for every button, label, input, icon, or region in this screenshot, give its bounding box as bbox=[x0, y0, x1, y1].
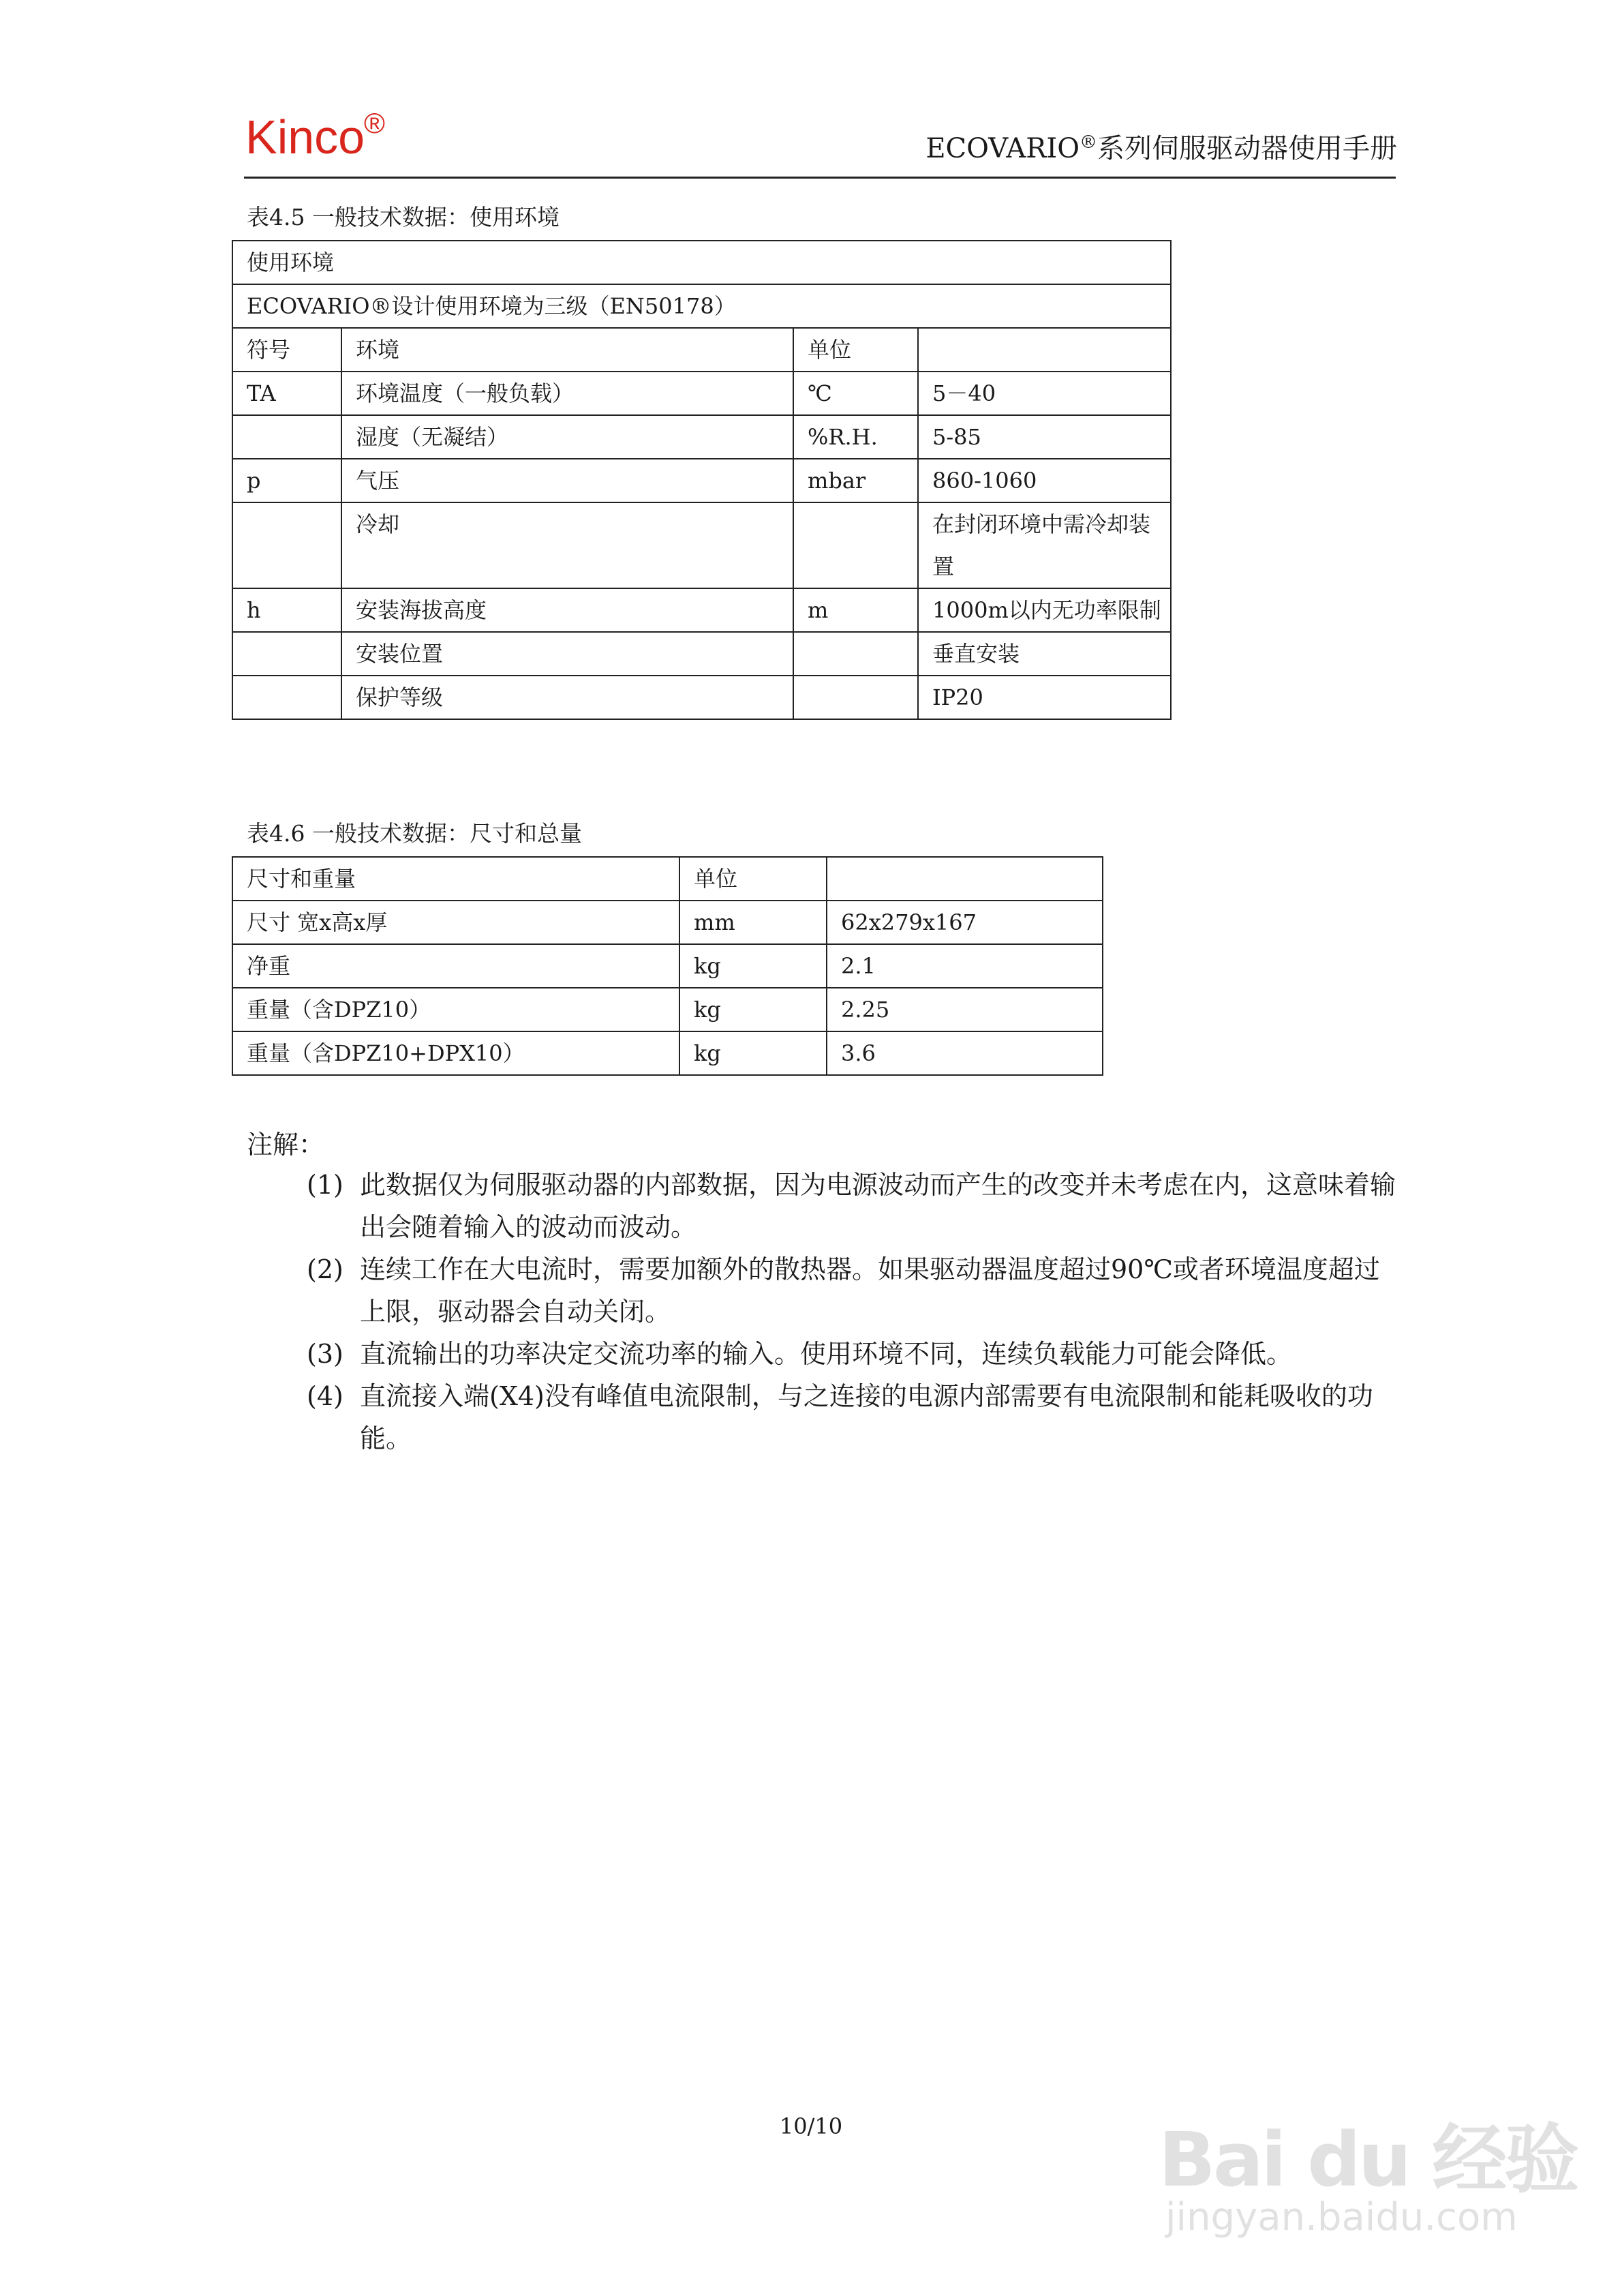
cell: p bbox=[232, 459, 341, 502]
cell: 冷却 bbox=[341, 502, 793, 588]
table-header-row bbox=[232, 857, 1103, 901]
note-item bbox=[307, 1333, 1397, 1375]
cell bbox=[232, 676, 341, 719]
header-rule bbox=[244, 177, 1396, 179]
table-row bbox=[232, 944, 1103, 988]
table-row bbox=[232, 415, 1171, 459]
environment-table bbox=[232, 240, 1172, 720]
note-text: 直流接入端(X4)没有峰值电流限制，与之连接的电源内部需要有电流限制和能耗吸收的功能。 bbox=[360, 1381, 1373, 1453]
table-row bbox=[232, 502, 1171, 588]
cell: 垂直安装 bbox=[918, 632, 1171, 676]
note-number: (3) bbox=[307, 1339, 343, 1369]
table-row bbox=[232, 901, 1103, 944]
header-cell bbox=[827, 857, 1103, 901]
table1-caption: 表4.5 一般技术数据：使用环境 bbox=[247, 204, 560, 230]
cell: 重量（含DPZ10+DPX10） bbox=[232, 1031, 679, 1075]
cell: 5－40 bbox=[918, 372, 1171, 415]
cell: 重量（含DPZ10） bbox=[232, 988, 679, 1031]
cell bbox=[793, 502, 918, 588]
cell: 净重 bbox=[232, 944, 679, 988]
cell: %R.H. bbox=[793, 415, 918, 459]
watermark-brand: Bai du 经验 bbox=[1159, 2116, 1577, 2203]
baidu-jingyan-watermark bbox=[1145, 2059, 1577, 2263]
cell: m bbox=[793, 588, 918, 632]
cell: 环境温度（一般负载） bbox=[341, 372, 793, 415]
header-cell: 单位 bbox=[793, 328, 918, 372]
cell: 860-1060 bbox=[918, 459, 1171, 502]
cell: 湿度（无凝结） bbox=[341, 415, 793, 459]
cell bbox=[232, 502, 341, 588]
table-row bbox=[232, 241, 1171, 284]
table-row bbox=[232, 284, 1171, 328]
watermark-url: jingyan.baidu.com bbox=[1165, 2195, 1518, 2239]
cell: 2.1 bbox=[827, 944, 1103, 988]
table2-caption: 表4.6 一般技术数据：尺寸和总量 bbox=[247, 820, 582, 847]
cell: 气压 bbox=[341, 459, 793, 502]
table-row bbox=[232, 988, 1103, 1031]
note-text: 连续工作在大电流时，需要加额外的散热器。如果驱动器温度超过90℃或者环境温度超过上限，驱动器会自动关闭。 bbox=[360, 1254, 1380, 1327]
title-suffix: 系列伺服驱动器使用手册 bbox=[1097, 133, 1397, 164]
table-row bbox=[232, 1031, 1103, 1075]
cell: 2.25 bbox=[827, 988, 1103, 1031]
cell bbox=[232, 415, 341, 459]
table-row bbox=[232, 632, 1171, 676]
logo-registered-mark: ® bbox=[364, 107, 385, 139]
note-item bbox=[307, 1375, 1397, 1460]
note-number: (2) bbox=[307, 1254, 343, 1284]
note-item bbox=[307, 1248, 1397, 1333]
header-cell: 符号 bbox=[232, 328, 341, 372]
cell: 安装位置 bbox=[341, 632, 793, 676]
header-cell: 环境 bbox=[341, 328, 793, 372]
note-item bbox=[307, 1164, 1397, 1248]
cell: kg bbox=[679, 988, 827, 1031]
table1-subtitle: ECOVARIO®设计使用环境为三级（EN50178） bbox=[232, 284, 1171, 328]
title-prefix: ECOVARIO bbox=[925, 133, 1080, 164]
cell bbox=[793, 676, 918, 719]
cell: TA bbox=[232, 372, 341, 415]
cell: 在封闭环境中需冷却装置 bbox=[918, 502, 1171, 588]
page-number: 10/10 bbox=[779, 2113, 843, 2139]
header-cell: 单位 bbox=[679, 857, 827, 901]
cell: ℃ bbox=[793, 372, 918, 415]
cell: mbar bbox=[793, 459, 918, 502]
cell: kg bbox=[679, 944, 827, 988]
cell bbox=[232, 632, 341, 676]
cell: 5-85 bbox=[918, 415, 1171, 459]
table-row bbox=[232, 676, 1171, 719]
notes-title: 注解： bbox=[247, 1130, 325, 1160]
table-row bbox=[232, 372, 1171, 415]
title-registered-mark: ® bbox=[1080, 132, 1097, 153]
note-number: (1) bbox=[307, 1170, 343, 1200]
cell: 3.6 bbox=[827, 1031, 1103, 1075]
kinco-logo: Kinco bbox=[245, 110, 365, 164]
cell: 1000m以内无功率限制 bbox=[918, 588, 1171, 632]
table-row bbox=[232, 459, 1171, 502]
note-text: 直流输出的功率决定交流功率的输入。使用环境不同，连续负载能力可能会降低。 bbox=[360, 1339, 1293, 1369]
table-header-row bbox=[232, 328, 1171, 372]
table-row bbox=[232, 588, 1171, 632]
cell: 62x279x167 bbox=[827, 901, 1103, 944]
cell: mm bbox=[679, 901, 827, 944]
document-title bbox=[925, 134, 1397, 162]
cell: IP20 bbox=[918, 676, 1171, 719]
cell: 尺寸 宽x高x厚 bbox=[232, 901, 679, 944]
note-number: (4) bbox=[307, 1381, 343, 1411]
cell: h bbox=[232, 588, 341, 632]
cell: 安装海拔高度 bbox=[341, 588, 793, 632]
table1-title: 使用环境 bbox=[232, 241, 1171, 284]
header-cell: 尺寸和重量 bbox=[232, 857, 679, 901]
cell: kg bbox=[679, 1031, 827, 1075]
header-cell bbox=[918, 328, 1171, 372]
dimensions-weight-table bbox=[232, 856, 1103, 1076]
cell: 保护等级 bbox=[341, 676, 793, 719]
cell bbox=[793, 632, 918, 676]
note-text: 此数据仅为伺服驱动器的内部数据，因为电源波动而产生的改变并未考虑在内，这意味着输出会随着输入的波动而波动。 bbox=[360, 1170, 1396, 1242]
